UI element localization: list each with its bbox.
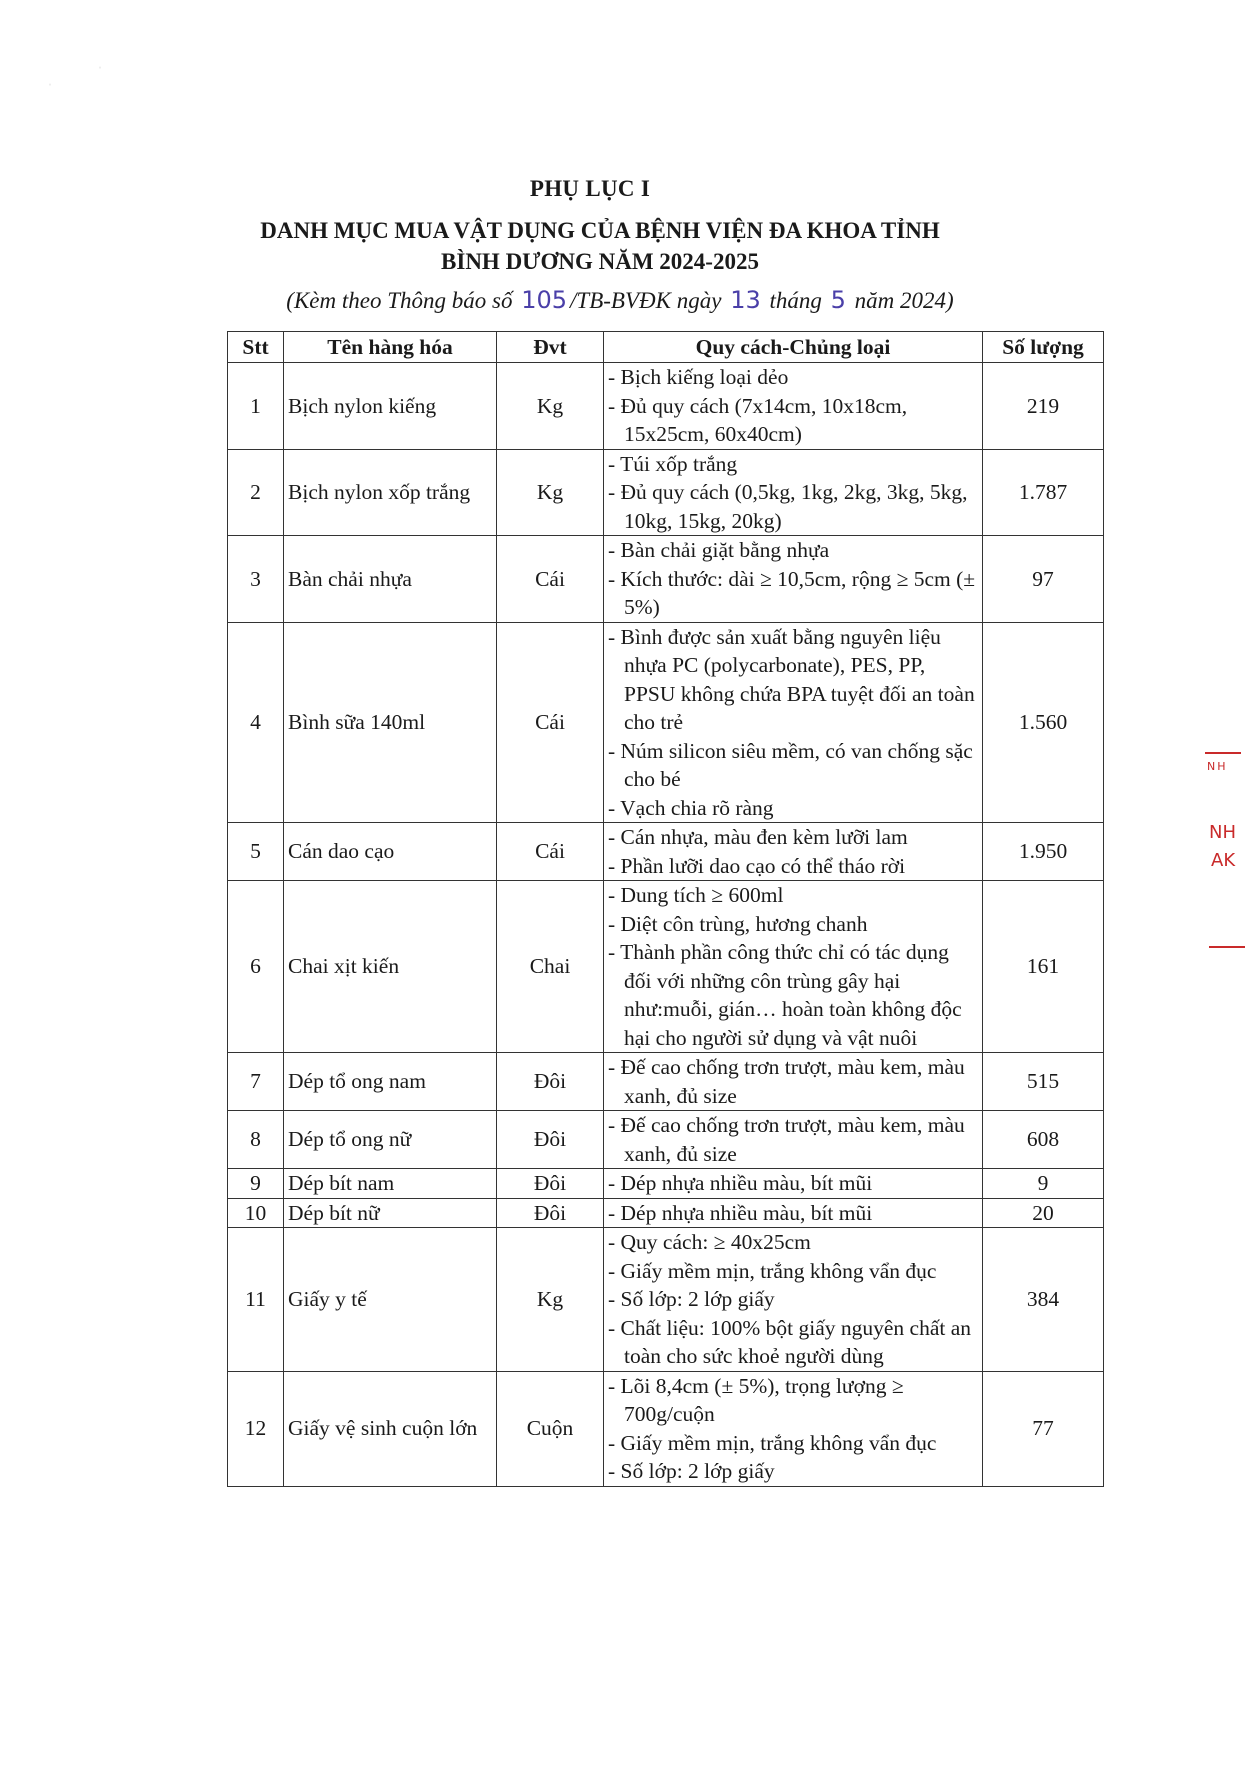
- spec-line: - Đủ quy cách (7x14cm, 10x18cm, 15x25cm, 60x40cm): [608, 393, 908, 446]
- margin-mark: NH: [1209, 822, 1236, 843]
- item-unit: Chai: [497, 881, 604, 1053]
- item-name: Giấy vệ sinh cuộn lớn: [284, 1371, 497, 1486]
- spec-line: - Diệt côn trùng, hương chanh: [608, 911, 868, 936]
- spec-line: - Chất liệu: 100% bột giấy nguyên chất an toàn cho sức khoẻ người dùng: [608, 1315, 972, 1368]
- spec-line: - Thành phần công thức chỉ có tác dụng đối với những côn trùng gây hại như:muỗi, gián… hoàn toàn không độc hại cho người sử dụng và vật nuôi: [608, 940, 962, 1050]
- item-quantity: 1.560: [983, 622, 1104, 823]
- spec-line: - Số lớp: 2 lớp giấy: [608, 1287, 775, 1311]
- item-specification: [604, 1053, 983, 1111]
- item-quantity: 219: [983, 363, 1104, 450]
- margin-dash: [1205, 752, 1241, 754]
- handwritten-day: 13: [730, 286, 761, 314]
- item-name: Chai xịt kiến: [284, 881, 497, 1053]
- table-row: [228, 881, 1104, 1053]
- item-quantity: 515: [983, 1053, 1104, 1111]
- item-quantity: 1.787: [983, 449, 1104, 536]
- spec-line: - Bình được sản xuất bằng nguyên liệu nhựa PC (polycarbonate), PES, PP, PPSU không chứa BPA tuyệt đối an toàn cho trẻ: [608, 624, 975, 734]
- row-number: 1: [228, 363, 284, 450]
- item-name: Dép bít nữ: [284, 1198, 497, 1228]
- item-quantity: 20: [983, 1198, 1104, 1228]
- item-name: Bịch nylon kiếng: [284, 363, 497, 450]
- handwritten-month: 5: [830, 286, 846, 314]
- reference-mid-1: /TB-BVĐK ngày: [570, 288, 722, 313]
- appendix-title: PHỤ LỤC I: [529, 176, 651, 201]
- spec-line: - Số lớp: 2 lớp giấy: [608, 1459, 775, 1483]
- spec-line: - Lõi 8,4cm (± 5%), trọng lượng ≥ 700g/cuộn: [608, 1373, 904, 1426]
- row-number: 12: [228, 1371, 284, 1486]
- item-name: Giấy y tế: [284, 1228, 497, 1372]
- item-quantity: 161: [983, 881, 1104, 1053]
- item-quantity: 77: [983, 1371, 1104, 1486]
- item-unit: Đôi: [497, 1169, 604, 1199]
- item-name: Bàn chải nhựa: [284, 536, 497, 623]
- item-specification: [604, 449, 983, 536]
- margin-mark: NH: [1207, 760, 1228, 773]
- item-quantity: 384: [983, 1228, 1104, 1372]
- item-unit: Cuộn: [497, 1371, 604, 1486]
- header-item-name: Tên hàng hóa: [284, 332, 497, 363]
- item-name: Dép tổ ong nữ: [284, 1111, 497, 1169]
- spec-line: - Đế cao chống trơn trượt, màu kem, màu xanh, đủ size: [608, 1055, 965, 1108]
- margin-dash: [1209, 946, 1245, 948]
- table-row: [228, 1053, 1104, 1111]
- header-quantity: Số lượng: [983, 332, 1104, 363]
- table-row: [228, 1371, 1104, 1486]
- item-quantity: 1.950: [983, 823, 1104, 881]
- row-number: 11: [228, 1228, 284, 1372]
- spec-line: - Núm silicon siêu mềm, có van chống sặc cho bé: [608, 738, 973, 791]
- spec-line: - Dép nhựa nhiều màu, bít mũi: [608, 1200, 873, 1225]
- table-row: [228, 449, 1104, 536]
- item-name: Dép tổ ong nam: [284, 1053, 497, 1111]
- spec-line: - Dép nhựa nhiều màu, bít mũi: [608, 1171, 873, 1195]
- reference-prefix: (Kèm theo Thông báo số: [286, 288, 513, 313]
- item-specification: [604, 622, 983, 823]
- item-specification: [604, 1169, 983, 1199]
- item-quantity: 9: [983, 1169, 1104, 1199]
- spec-line: - Túi xốp trắng: [608, 451, 738, 476]
- table-row: [228, 536, 1104, 623]
- scan-speck: ˈ: [98, 64, 102, 78]
- item-unit: Đôi: [497, 1053, 604, 1111]
- item-quantity: 97: [983, 536, 1104, 623]
- item-unit: Cái: [497, 823, 604, 881]
- reference-line: [180, 286, 1060, 314]
- heading-line-2: BÌNH DƯƠNG NĂM 2024-2025: [441, 249, 759, 274]
- spec-line: - Cán nhựa, màu đen kèm lưỡi lam: [608, 825, 908, 849]
- table-header-row: [228, 332, 1104, 363]
- item-specification: [604, 1198, 983, 1228]
- spec-line: - Đế cao chống trơn trượt, màu kem, màu xanh, đủ size: [608, 1113, 965, 1166]
- header-unit: Đvt: [497, 332, 604, 363]
- item-unit: Kg: [497, 1228, 604, 1372]
- item-name: Bịch nylon xốp trắng: [284, 449, 497, 536]
- heading-line-1: DANH MỤC MUA VẬT DỤNG CỦA BỆNH VIỆN ĐA KHOA TỈNH: [260, 218, 940, 243]
- items-table: [227, 331, 1104, 1487]
- spec-line: - Bàn chải giặt bằng nhựa: [608, 538, 830, 562]
- item-unit: Kg: [497, 363, 604, 450]
- table-row: [228, 823, 1104, 881]
- item-name: Bình sữa 140ml: [284, 622, 497, 823]
- spec-line: - Dung tích ≥ 600ml: [608, 883, 784, 907]
- item-specification: [604, 881, 983, 1053]
- spec-line: - Đủ quy cách (0,5kg, 1kg, 2kg, 3kg, 5kg, 10kg, 15kg, 20kg): [608, 480, 968, 533]
- row-number: 9: [228, 1169, 284, 1199]
- table-row: [228, 622, 1104, 823]
- item-specification: [604, 363, 983, 450]
- row-number: 6: [228, 881, 284, 1053]
- margin-mark: AK: [1211, 850, 1236, 871]
- reference-mid-2: tháng: [769, 288, 822, 313]
- handwritten-doc-number: 105: [521, 286, 568, 314]
- row-number: 3: [228, 536, 284, 623]
- table-row: [228, 363, 1104, 450]
- spec-line: - Vạch chia rõ ràng: [608, 795, 774, 820]
- table-row: [228, 1169, 1104, 1199]
- item-specification: [604, 1111, 983, 1169]
- item-specification: [604, 823, 983, 881]
- row-number: 4: [228, 622, 284, 823]
- row-number: 2: [228, 449, 284, 536]
- item-name: Cán dao cạo: [284, 823, 497, 881]
- item-specification: [604, 1228, 983, 1372]
- scan-speck: ˌ: [48, 72, 52, 86]
- header-stt: Stt: [228, 332, 284, 363]
- item-name: Dép bít nam: [284, 1169, 497, 1199]
- table-row: [228, 1111, 1104, 1169]
- spec-line: - Quy cách: ≥ 40x25cm: [608, 1230, 811, 1254]
- item-unit: Đôi: [497, 1198, 604, 1228]
- item-specification: [604, 536, 983, 623]
- item-quantity: 608: [983, 1111, 1104, 1169]
- item-specification: [604, 1371, 983, 1486]
- row-number: 10: [228, 1198, 284, 1228]
- header-specification: Quy cách-Chủng loại: [604, 332, 983, 363]
- reference-suffix: năm 2024): [854, 288, 954, 313]
- table-body: [228, 363, 1104, 1487]
- table-row: [228, 1198, 1104, 1228]
- spec-line: - Kích thước: dài ≥ 10,5cm, rộng ≥ 5cm (± 5%): [608, 566, 976, 619]
- spec-line: - Bịch kiếng loại dẻo: [608, 365, 789, 389]
- row-number: 5: [228, 823, 284, 881]
- item-unit: Kg: [497, 449, 604, 536]
- item-unit: Cái: [497, 536, 604, 623]
- document-heading: [230, 215, 970, 277]
- row-number: 8: [228, 1111, 284, 1169]
- item-unit: Đôi: [497, 1111, 604, 1169]
- item-unit: Cái: [497, 622, 604, 823]
- spec-line: - Giấy mềm mịn, trắng không vẩn đục: [608, 1430, 937, 1455]
- table-row: [228, 1228, 1104, 1372]
- spec-line: - Giấy mềm mịn, trắng không vẩn đục: [608, 1258, 937, 1283]
- row-number: 7: [228, 1053, 284, 1111]
- spec-line: - Phần lưỡi dao cạo có thể tháo rời: [608, 853, 906, 878]
